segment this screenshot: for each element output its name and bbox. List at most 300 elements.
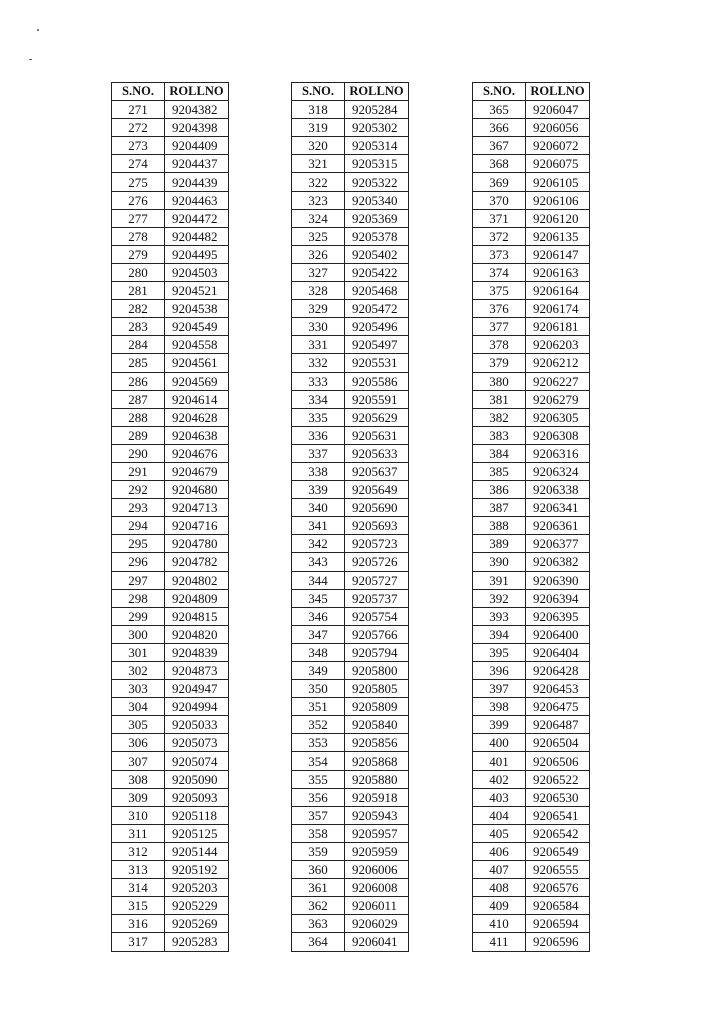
cell-sno: 395 — [473, 643, 526, 661]
cell-rollno: 9204569 — [165, 372, 229, 390]
table-row — [473, 788, 590, 806]
table-row — [292, 318, 409, 336]
table-row — [292, 173, 409, 191]
cell-rollno: 9204439 — [165, 173, 229, 191]
cell-sno: 319 — [292, 119, 345, 137]
table-row — [473, 408, 590, 426]
table-body — [292, 101, 409, 951]
cell-sno: 357 — [292, 806, 345, 824]
table-header-row — [112, 83, 229, 101]
cell-sno: 386 — [473, 481, 526, 499]
cell-rollno: 9206106 — [526, 191, 590, 209]
table-row — [292, 372, 409, 390]
table-row — [112, 155, 229, 173]
table-row — [473, 662, 590, 680]
table-row — [112, 788, 229, 806]
cell-rollno: 9205315 — [345, 155, 409, 173]
table-row — [473, 481, 590, 499]
table-row — [292, 137, 409, 155]
header-sno: S.NO. — [473, 83, 526, 101]
cell-rollno: 9206453 — [526, 680, 590, 698]
table-row — [473, 444, 590, 462]
cell-sno: 327 — [292, 263, 345, 281]
table-row — [112, 861, 229, 879]
table-row — [292, 643, 409, 661]
cell-rollno: 9204482 — [165, 227, 229, 245]
table-row — [473, 318, 590, 336]
cell-rollno: 9205203 — [165, 879, 229, 897]
table-row — [473, 101, 590, 119]
cell-sno: 347 — [292, 625, 345, 643]
cell-sno: 280 — [112, 263, 165, 281]
table-row — [112, 643, 229, 661]
cell-sno: 278 — [112, 227, 165, 245]
cell-sno: 410 — [473, 915, 526, 933]
cell-sno: 388 — [473, 517, 526, 535]
cell-rollno: 9205809 — [345, 698, 409, 716]
scan-speck — [37, 29, 39, 31]
cell-sno: 374 — [473, 263, 526, 281]
cell-sno: 300 — [112, 625, 165, 643]
cell-rollno: 9206164 — [526, 282, 590, 300]
cell-rollno: 9204873 — [165, 662, 229, 680]
table-row — [112, 227, 229, 245]
cell-sno: 344 — [292, 571, 345, 589]
table-row — [473, 155, 590, 173]
cell-rollno: 9206390 — [526, 571, 590, 589]
cell-sno: 403 — [473, 788, 526, 806]
cell-rollno: 9206029 — [345, 915, 409, 933]
table-body — [473, 101, 590, 951]
table-row — [473, 625, 590, 643]
cell-rollno: 9205369 — [345, 209, 409, 227]
table-row — [473, 607, 590, 625]
table-row — [292, 300, 409, 318]
table-header-row — [292, 83, 409, 101]
table-row — [112, 698, 229, 716]
cell-rollno: 9205800 — [345, 662, 409, 680]
table-body — [112, 101, 229, 951]
cell-sno: 387 — [473, 499, 526, 517]
table-row — [473, 716, 590, 734]
table-row — [292, 499, 409, 517]
cell-sno: 389 — [473, 535, 526, 553]
table-row — [112, 770, 229, 788]
table-row — [292, 481, 409, 499]
table-row — [112, 191, 229, 209]
table-row — [473, 824, 590, 842]
table-row — [112, 245, 229, 263]
table-row — [292, 716, 409, 734]
cell-rollno: 9204809 — [165, 589, 229, 607]
table-row — [292, 282, 409, 300]
table-row — [292, 336, 409, 354]
table-row — [112, 282, 229, 300]
table-row — [292, 879, 409, 897]
cell-rollno: 9206203 — [526, 336, 590, 354]
table-row — [292, 263, 409, 281]
table-row — [112, 408, 229, 426]
cell-sno: 337 — [292, 444, 345, 462]
cell-rollno: 9206506 — [526, 752, 590, 770]
table-row — [112, 372, 229, 390]
cell-sno: 348 — [292, 643, 345, 661]
cell-sno: 293 — [112, 499, 165, 517]
cell-sno: 281 — [112, 282, 165, 300]
cell-sno: 294 — [112, 517, 165, 535]
cell-rollno: 9204815 — [165, 607, 229, 625]
cell-rollno: 9205690 — [345, 499, 409, 517]
cell-rollno: 9205726 — [345, 553, 409, 571]
cell-rollno: 9205943 — [345, 806, 409, 824]
cell-rollno: 9205586 — [345, 372, 409, 390]
cell-sno: 292 — [112, 481, 165, 499]
table-row — [473, 752, 590, 770]
cell-rollno: 9205629 — [345, 408, 409, 426]
cell-rollno: 9205229 — [165, 897, 229, 915]
cell-sno: 400 — [473, 734, 526, 752]
cell-sno: 309 — [112, 788, 165, 806]
cell-sno: 339 — [292, 481, 345, 499]
cell-sno: 302 — [112, 662, 165, 680]
cell-rollno: 9206041 — [345, 933, 409, 951]
table-row — [112, 318, 229, 336]
cell-rollno: 9205314 — [345, 137, 409, 155]
table-row — [292, 842, 409, 860]
cell-sno: 346 — [292, 607, 345, 625]
cell-rollno: 9206475 — [526, 698, 590, 716]
cell-sno: 303 — [112, 680, 165, 698]
table-row — [473, 589, 590, 607]
cell-sno: 304 — [112, 698, 165, 716]
table-row — [473, 643, 590, 661]
cell-rollno: 9206075 — [526, 155, 590, 173]
cell-sno: 328 — [292, 282, 345, 300]
cell-rollno: 9204676 — [165, 444, 229, 462]
table-row — [112, 209, 229, 227]
header-sno: S.NO. — [112, 83, 165, 101]
table-row — [473, 227, 590, 245]
table-row — [473, 426, 590, 444]
cell-rollno: 9204782 — [165, 553, 229, 571]
table-row — [112, 336, 229, 354]
cell-sno: 316 — [112, 915, 165, 933]
cell-sno: 321 — [292, 155, 345, 173]
cell-sno: 335 — [292, 408, 345, 426]
table-row — [473, 499, 590, 517]
cell-sno: 287 — [112, 390, 165, 408]
cell-rollno: 9205880 — [345, 770, 409, 788]
cell-sno: 372 — [473, 227, 526, 245]
cell-rollno: 9204839 — [165, 643, 229, 661]
cell-rollno: 9204638 — [165, 426, 229, 444]
table-row — [112, 806, 229, 824]
cell-sno: 370 — [473, 191, 526, 209]
cell-rollno: 9205591 — [345, 390, 409, 408]
table-row — [292, 698, 409, 716]
cell-rollno: 9206584 — [526, 897, 590, 915]
cell-rollno: 9205856 — [345, 734, 409, 752]
cell-sno: 271 — [112, 101, 165, 119]
cell-sno: 311 — [112, 824, 165, 842]
table-row — [473, 553, 590, 571]
cell-sno: 408 — [473, 879, 526, 897]
table-row — [112, 390, 229, 408]
cell-rollno: 9206377 — [526, 535, 590, 553]
cell-rollno: 9206105 — [526, 173, 590, 191]
cell-rollno: 9205468 — [345, 282, 409, 300]
cell-rollno: 9205269 — [165, 915, 229, 933]
cell-rollno: 9205693 — [345, 517, 409, 535]
cell-sno: 361 — [292, 879, 345, 897]
table-row — [473, 191, 590, 209]
cell-rollno: 9206308 — [526, 426, 590, 444]
cell-sno: 324 — [292, 209, 345, 227]
cell-sno: 353 — [292, 734, 345, 752]
table-row — [112, 119, 229, 137]
cell-sno: 286 — [112, 372, 165, 390]
table-row — [112, 263, 229, 281]
cell-rollno: 9205283 — [165, 933, 229, 951]
table-row — [292, 915, 409, 933]
cell-rollno: 9206394 — [526, 589, 590, 607]
cell-rollno: 9204680 — [165, 481, 229, 499]
cell-sno: 317 — [112, 933, 165, 951]
table-row — [292, 770, 409, 788]
cell-rollno: 9205144 — [165, 842, 229, 860]
table-row — [473, 517, 590, 535]
table-row — [292, 752, 409, 770]
table-row — [473, 137, 590, 155]
table-row — [473, 336, 590, 354]
cell-rollno: 9204679 — [165, 462, 229, 480]
cell-sno: 273 — [112, 137, 165, 155]
cell-sno: 275 — [112, 173, 165, 191]
cell-sno: 288 — [112, 408, 165, 426]
table-row — [292, 209, 409, 227]
cell-sno: 354 — [292, 752, 345, 770]
table-row — [292, 517, 409, 535]
cell-rollno: 9205754 — [345, 607, 409, 625]
cell-sno: 365 — [473, 101, 526, 119]
cell-sno: 382 — [473, 408, 526, 426]
cell-rollno: 9206056 — [526, 119, 590, 137]
cell-sno: 393 — [473, 607, 526, 625]
cell-sno: 356 — [292, 788, 345, 806]
cell-rollno: 9206316 — [526, 444, 590, 462]
cell-sno: 310 — [112, 806, 165, 824]
table-row — [292, 680, 409, 698]
cell-sno: 338 — [292, 462, 345, 480]
table-row — [292, 897, 409, 915]
cell-sno: 394 — [473, 625, 526, 643]
cell-sno: 390 — [473, 553, 526, 571]
cell-rollno: 9204802 — [165, 571, 229, 589]
cell-sno: 340 — [292, 499, 345, 517]
cell-sno: 308 — [112, 770, 165, 788]
cell-sno: 296 — [112, 553, 165, 571]
cell-rollno: 9205531 — [345, 354, 409, 372]
cell-sno: 373 — [473, 245, 526, 263]
table-row — [292, 101, 409, 119]
cell-rollno: 9205794 — [345, 643, 409, 661]
table-row — [292, 444, 409, 462]
cell-sno: 349 — [292, 662, 345, 680]
cell-sno: 299 — [112, 607, 165, 625]
cell-rollno: 9206324 — [526, 462, 590, 480]
roll-table-2 — [291, 82, 409, 952]
cell-rollno: 9206400 — [526, 625, 590, 643]
table-row — [473, 209, 590, 227]
cell-rollno: 9205805 — [345, 680, 409, 698]
cell-sno: 411 — [473, 933, 526, 951]
cell-rollno: 9205125 — [165, 824, 229, 842]
table-row — [292, 607, 409, 625]
roll-table-1 — [111, 82, 229, 952]
cell-rollno: 9205422 — [345, 263, 409, 281]
table-header-row — [473, 83, 590, 101]
cell-sno: 295 — [112, 535, 165, 553]
table-row — [473, 806, 590, 824]
cell-rollno: 9205723 — [345, 535, 409, 553]
table-row — [473, 842, 590, 860]
table-row — [292, 933, 409, 951]
table-row — [292, 191, 409, 209]
cell-sno: 409 — [473, 897, 526, 915]
table-row — [473, 879, 590, 897]
cell-sno: 305 — [112, 716, 165, 734]
table-row — [112, 842, 229, 860]
cell-sno: 279 — [112, 245, 165, 263]
header-rollno: ROLLNO — [526, 83, 590, 101]
table-row — [292, 589, 409, 607]
cell-sno: 366 — [473, 119, 526, 137]
table-row — [112, 716, 229, 734]
cell-rollno: 9206163 — [526, 263, 590, 281]
cell-rollno: 9204495 — [165, 245, 229, 263]
cell-rollno: 9206594 — [526, 915, 590, 933]
table-row — [112, 915, 229, 933]
cell-sno: 330 — [292, 318, 345, 336]
cell-rollno: 9206047 — [526, 101, 590, 119]
cell-rollno: 9205633 — [345, 444, 409, 462]
table-row — [112, 426, 229, 444]
table-row — [292, 119, 409, 137]
cell-sno: 322 — [292, 173, 345, 191]
cell-sno: 397 — [473, 680, 526, 698]
table-row — [473, 173, 590, 191]
table-row — [112, 680, 229, 698]
table-row — [112, 752, 229, 770]
cell-rollno: 9206147 — [526, 245, 590, 263]
cell-rollno: 9206072 — [526, 137, 590, 155]
cell-sno: 318 — [292, 101, 345, 119]
cell-rollno: 9205840 — [345, 716, 409, 734]
cell-sno: 402 — [473, 770, 526, 788]
cell-sno: 284 — [112, 336, 165, 354]
table-row — [292, 390, 409, 408]
table-row — [112, 101, 229, 119]
cell-rollno: 9204820 — [165, 625, 229, 643]
table-row — [292, 227, 409, 245]
table-row — [112, 354, 229, 372]
cell-rollno: 9205033 — [165, 716, 229, 734]
cell-rollno: 9204437 — [165, 155, 229, 173]
cell-rollno: 9206549 — [526, 842, 590, 860]
cell-rollno: 9204716 — [165, 517, 229, 535]
cell-rollno: 9206530 — [526, 788, 590, 806]
table-row — [473, 245, 590, 263]
cell-sno: 371 — [473, 209, 526, 227]
cell-sno: 406 — [473, 842, 526, 860]
cell-sno: 277 — [112, 209, 165, 227]
table-row — [292, 535, 409, 553]
cell-rollno: 9206542 — [526, 824, 590, 842]
cell-rollno: 9206404 — [526, 643, 590, 661]
table-row — [292, 824, 409, 842]
table-row — [112, 517, 229, 535]
cell-rollno: 9205649 — [345, 481, 409, 499]
table-row — [473, 915, 590, 933]
table-row — [292, 788, 409, 806]
cell-sno: 297 — [112, 571, 165, 589]
cell-sno: 315 — [112, 897, 165, 915]
cell-rollno: 9204994 — [165, 698, 229, 716]
cell-sno: 333 — [292, 372, 345, 390]
scan-speck — [29, 59, 32, 60]
cell-sno: 323 — [292, 191, 345, 209]
cell-sno: 274 — [112, 155, 165, 173]
cell-sno: 298 — [112, 589, 165, 607]
cell-sno: 391 — [473, 571, 526, 589]
table-row — [473, 861, 590, 879]
table-row — [473, 571, 590, 589]
cell-sno: 312 — [112, 842, 165, 860]
cell-rollno: 9206341 — [526, 499, 590, 517]
table-row — [112, 734, 229, 752]
cell-rollno: 9204398 — [165, 119, 229, 137]
cell-sno: 314 — [112, 879, 165, 897]
table-row — [292, 734, 409, 752]
table-row — [292, 571, 409, 589]
table-row — [292, 462, 409, 480]
cell-sno: 377 — [473, 318, 526, 336]
cell-sno: 306 — [112, 734, 165, 752]
cell-rollno: 9206174 — [526, 300, 590, 318]
table-row — [112, 173, 229, 191]
table-row — [112, 462, 229, 480]
header-sno: S.NO. — [292, 83, 345, 101]
table-row — [473, 734, 590, 752]
cell-rollno: 9205472 — [345, 300, 409, 318]
table-row — [473, 462, 590, 480]
cell-sno: 350 — [292, 680, 345, 698]
cell-sno: 367 — [473, 137, 526, 155]
cell-rollno: 9205192 — [165, 861, 229, 879]
cell-rollno: 9205378 — [345, 227, 409, 245]
cell-rollno: 9206008 — [345, 879, 409, 897]
cell-sno: 380 — [473, 372, 526, 390]
cell-rollno: 9206555 — [526, 861, 590, 879]
table-row — [112, 897, 229, 915]
cell-sno: 384 — [473, 444, 526, 462]
cell-sno: 345 — [292, 589, 345, 607]
cell-sno: 359 — [292, 842, 345, 860]
cell-sno: 399 — [473, 716, 526, 734]
table-row — [112, 553, 229, 571]
cell-rollno: 9205118 — [165, 806, 229, 824]
cell-rollno: 9206395 — [526, 607, 590, 625]
